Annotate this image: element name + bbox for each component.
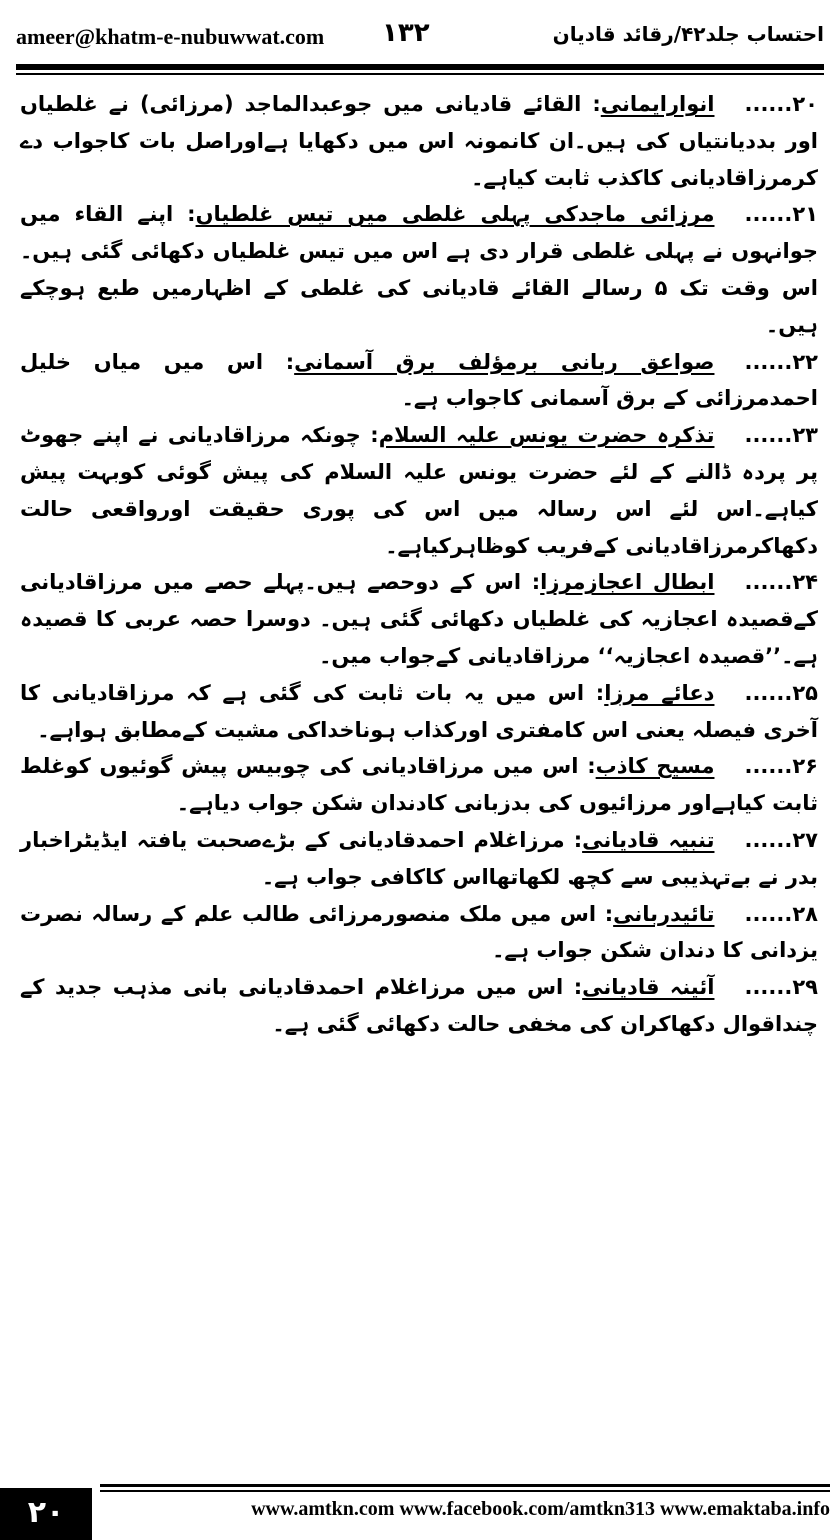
entry-27: ۲۷......تنبیہ قادیانی: مرزاغلام احمدقادیانی کے بڑےصحبت یافتہ ایڈیٹراخبار بدر نے بےتہذیبی سے کچھ لکھاتھااس کاکافی جواب ہے۔	[20, 827, 818, 889]
footer-rule-thin	[100, 1490, 830, 1492]
header-page-number: ۱۳۲	[382, 18, 430, 48]
entry-22: ۲۲......صواعق ربانی برمؤلف برق آسمانی: اس میں میاں خلیل احمدمرزائی کے برق آسمانی کاجواب ہے۔	[20, 349, 818, 411]
entry-number: ۲۵......	[744, 680, 818, 705]
entry-text: چونکہ مرزاقادیانی نے اپنے جھوٹ پر پردہ ڈالنے کے لئے حضرت یونس علیہ السلام کی پیش گوئی کوبہت پیش کیاہے۔اس لئے اس رسالہ میں اس کی پوری حقیقت اورواقعی حالت دکھاکرمرزاقادیانی کےفریب کوظاہرکیاہے۔	[20, 423, 818, 558]
entry-title: تائیدربانی	[613, 901, 715, 926]
entry-list	[20, 86, 818, 1043]
entry-title: مرزائی ماجدکی پہلی غلطی میں تیس غلطیاں	[195, 202, 715, 227]
entry-number: ۲۱......	[744, 202, 819, 227]
page-header	[16, 18, 824, 62]
entry-25: ۲۵......دعائے مرزا: اس میں یہ بات ثابت کی گئی ہے کہ مرزاقادیانی کا آخری فیصلہ یعنی اس کامفتری اورکذاب ہوناخداکی مشیت کےمطابق ہواہے۔	[20, 680, 818, 742]
entry-21: ۲۱......مرزائی ماجدکی پہلی غلطی میں تیس غلطیاں: اپنے القاء میں جوانہوں نے پہلی غلطی قرار دی ہے اس میں تیس غلطیاں دکھائی گئی ہیں۔ اس وقت تک ۵ رسالے القائے قادیانی کی غلطی کے اظہارمیں طبع ہوچکے ہیں۔	[20, 202, 819, 337]
entry-text: اس میں مرزاقادیانی کی چوبیس پیش گوئیوں کوغلط ثابت کیاہےاور مرزائیوں کی بدزبانی کادندان شکن جواب دیاہے۔	[20, 754, 818, 816]
entry-text: اس میں مرزاغلام احمدقادیانی بانی مذہب جدید کے چنداقوال دکھاکران کی مخفی حالت دکھائی گئی ہے۔	[20, 975, 818, 1036]
entry-title: صواعق ربانی برمؤلف برق آسمانی	[294, 349, 715, 374]
entry-number: ۲۲......	[744, 349, 818, 374]
footer-page-number: ۲۰	[0, 1488, 92, 1540]
entry-number: ۲۳......	[744, 423, 818, 448]
entry-29: ۲۹......آئینہ قادیانی: اس میں مرزاغلام احمدقادیانی بانی مذہب جدید کے چنداقوال دکھاکران کی مخفی حالت دکھائی گئی ہے۔	[20, 975, 818, 1036]
footer-rule-thick	[100, 1484, 830, 1487]
entry-number: ۲۷......	[744, 827, 818, 852]
running-title: احتساب جلد۴۲/رقائد قادیان	[552, 22, 824, 46]
header-rule-thin	[16, 73, 824, 75]
entry-number: ۲۶......	[744, 754, 818, 779]
entry-text: اس کے دوحصے ہیں۔پہلے حصے میں مرزاقادیانی کےقصیدہ اعجازیہ کی غلطیاں دکھائی گئی ہیں۔ دوسرا حصہ عربی کا قصیدہ ہے۔’’قصیدہ اعجازیہ‘‘ مرزاقادیانی کےجواب میں۔	[20, 570, 818, 668]
entry-text: مرزاغلام احمدقادیانی کے بڑےصحبت یافتہ ایڈیٹراخبار بدر نے بےتہذیبی سے کچھ لکھاتھااس کاکافی جواب ہے۔	[20, 827, 818, 889]
entry-23: ۲۳......تذکرہ حضرت یونس علیہ السلام: چونکہ مرزاقادیانی نے اپنے جھوٹ پر پردہ ڈالنے کے لئے حضرت یونس علیہ السلام کی پیش گوئی کوبہت پیش کیاہے۔اس لئے اس رسالہ میں اس کی پوری حقیقت اورواقعی حالت دکھاکرمرزاقادیانی کےفریب کوظاہرکیاہے۔	[20, 423, 818, 558]
footer-links: www.amtkn.com www.facebook.com/amtkn313 www.emaktaba.info	[251, 1498, 830, 1520]
entry-text: اس میں میاں خلیل احمدمرزائی کے برق آسمانی کاجواب ہے۔	[20, 349, 818, 411]
entry-title: تنبیہ قادیانی	[582, 827, 715, 852]
entry-text: اپنے القاء میں جوانہوں نے پہلی غلطی قرار دی ہے اس میں تیس غلطیاں دکھائی گئی ہیں۔ اس وقت تک ۵ رسالے القائے قادیانی کی غلطی کے اظہارمیں طبع ہوچکے ہیں۔	[20, 202, 818, 337]
entry-title: مسیح کاذب	[595, 754, 715, 779]
entry-text: اس میں ملک منصورمرزائی طالب علم کے رسالہ نصرت یزدانی کا دندان شکن جواب ہے۔	[20, 901, 818, 963]
entry-title: تذکرہ حضرت یونس علیہ السلام	[378, 423, 715, 448]
entry-number: ۲۸......	[744, 901, 818, 926]
entry-24: ۲۴......ابطال اعجازمرزا: اس کے دوحصے ہیں۔پہلے حصے میں مرزاقادیانی کےقصیدہ اعجازیہ کی غلطیاں دکھائی گئی ہیں۔ دوسرا حصہ عربی کا قصیدہ ہے۔’’قصیدہ اعجازیہ‘‘ مرزاقادیانی کےجواب میں۔	[20, 570, 818, 668]
entry-title: آئینہ قادیانی	[582, 975, 715, 1000]
header-email: ameer@khatm-e-nubuwwat.com	[16, 24, 325, 49]
entry-number: ۲۹......	[744, 975, 818, 1000]
entry-28: ۲۸......تائیدربانی: اس میں ملک منصورمرزائی طالب علم کے رسالہ نصرت یزدانی کا دندان شکن جواب ہے۔	[20, 901, 818, 963]
entry-title: دعائے مرزا	[604, 680, 715, 705]
entry-title: ابطال اعجازمرزا	[540, 570, 715, 595]
entry-text: القائے قادیانی میں جوعبدالماجد (مرزائی) نے غلطیاں اور بددیانتیاں کی ہیں۔ان کانمونہ اس میں دکھایا ہےاوراصل بات کاجواب دے کرمرزاقادیانی کاکذب ثابت کیاہے۔	[20, 92, 818, 190]
entry-26: ۲۶......مسیح کاذب: اس میں مرزاقادیانی کی چوبیس پیش گوئیوں کوغلط ثابت کیاہےاور مرزائیوں کی بدزبانی کادندان شکن جواب دیاہے۔	[20, 754, 818, 816]
header-rule-thick	[16, 64, 824, 70]
entry-20: ۲۰......انوارایمانی: القائے قادیانی میں جوعبدالماجد (مرزائی) نے غلطیاں اور بددیانتیاں کی ہیں۔ان کانمونہ اس میں دکھایا ہےاوراصل بات کاجواب دے کرمرزاقادیانی کاکذب ثابت کیاہے۔	[20, 92, 818, 190]
entry-title: انوارایمانی	[600, 92, 715, 116]
entry-number: ۲۴......	[744, 570, 818, 595]
entry-number: ۲۰......	[744, 92, 818, 116]
entry-text: اس میں یہ بات ثابت کی گئی ہے کہ مرزاقادیانی کا آخری فیصلہ یعنی اس کامفتری اورکذاب ہوناخداکی مشیت کےمطابق ہواہے۔	[20, 680, 818, 742]
